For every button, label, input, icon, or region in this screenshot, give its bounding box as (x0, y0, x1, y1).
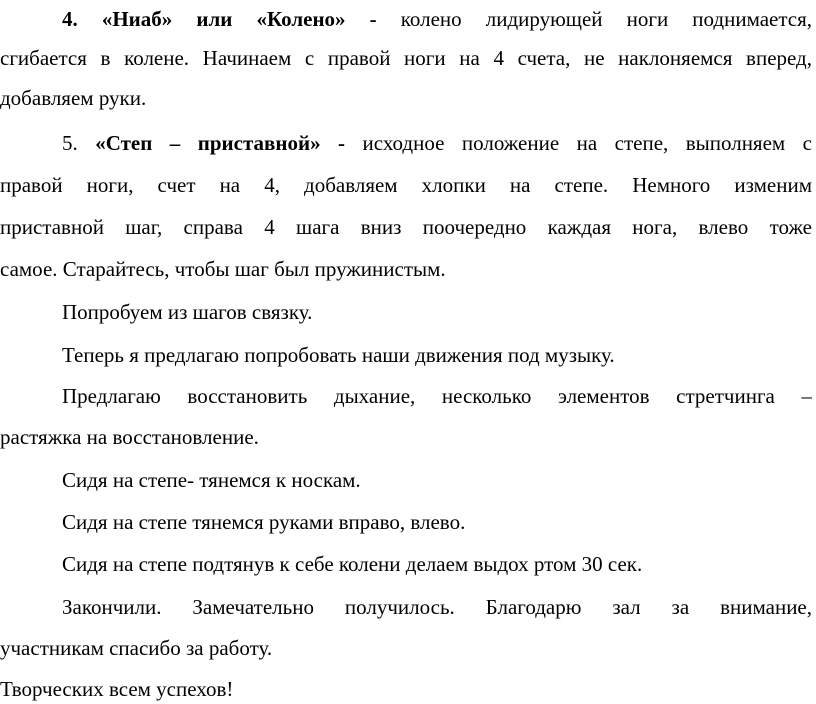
item5-text-line4: самое. Старайтесь, чтобы шаг был пружинистым. (0, 257, 446, 281)
item4-text-line1: колено лидирующей ноги поднимается, (400, 7, 812, 31)
item5-text-line3: приставной шаг, справа 4 шага вниз поочередно каждая нога, влево тоже (0, 215, 812, 239)
item4-text-line2: сгибается в колене. Начинаем с правой ноги на 4 счета, не наклоняемся вперед, (0, 46, 812, 70)
paragraph-5: Сидя на степе тянемся руками вправо, влево. (62, 510, 466, 534)
closing-line: Творческих всем успехов! (0, 677, 234, 701)
item4-line1 (62, 4, 812, 34)
item5-line1 (62, 128, 812, 158)
paragraph-7-line2: участникам спасибо за работу. (0, 636, 273, 660)
paragraph-1: Попробуем из шагов связку. (62, 300, 313, 324)
paragraph-4: Сидя на степе- тянемся к носкам. (62, 468, 361, 492)
item4-title: «Ниаб» или «Колено» - (101, 7, 377, 31)
paragraph-6: Сидя на степе подтянув к себе колени делаем выдох ртом 30 сек. (62, 552, 643, 576)
item5-text-line1: исходное положение на степе, выполняем с (362, 131, 812, 155)
item4-text-line3: добавляем руки. (0, 86, 147, 110)
paragraph-3-line2: растяжка на восстановление. (0, 425, 259, 449)
item5-text-line2: правой ноги, счет на 4, добавляем хлопки на степе. Немного изменим (0, 173, 812, 197)
paragraph-7-line1: Закончили. Замечательно получилось. Благодарю зал за внимание, (62, 595, 812, 619)
item5-number: 5. (62, 131, 78, 155)
paragraph-2: Теперь я предлагаю попробовать наши движения под музыку. (62, 343, 615, 367)
item4-number: 4. (62, 7, 78, 31)
item5-title: «Степ – приставной» - (95, 131, 346, 155)
paragraph-3-line1: Предлагаю восстановить дыхание, несколько элементов стретчинга – (62, 384, 812, 408)
